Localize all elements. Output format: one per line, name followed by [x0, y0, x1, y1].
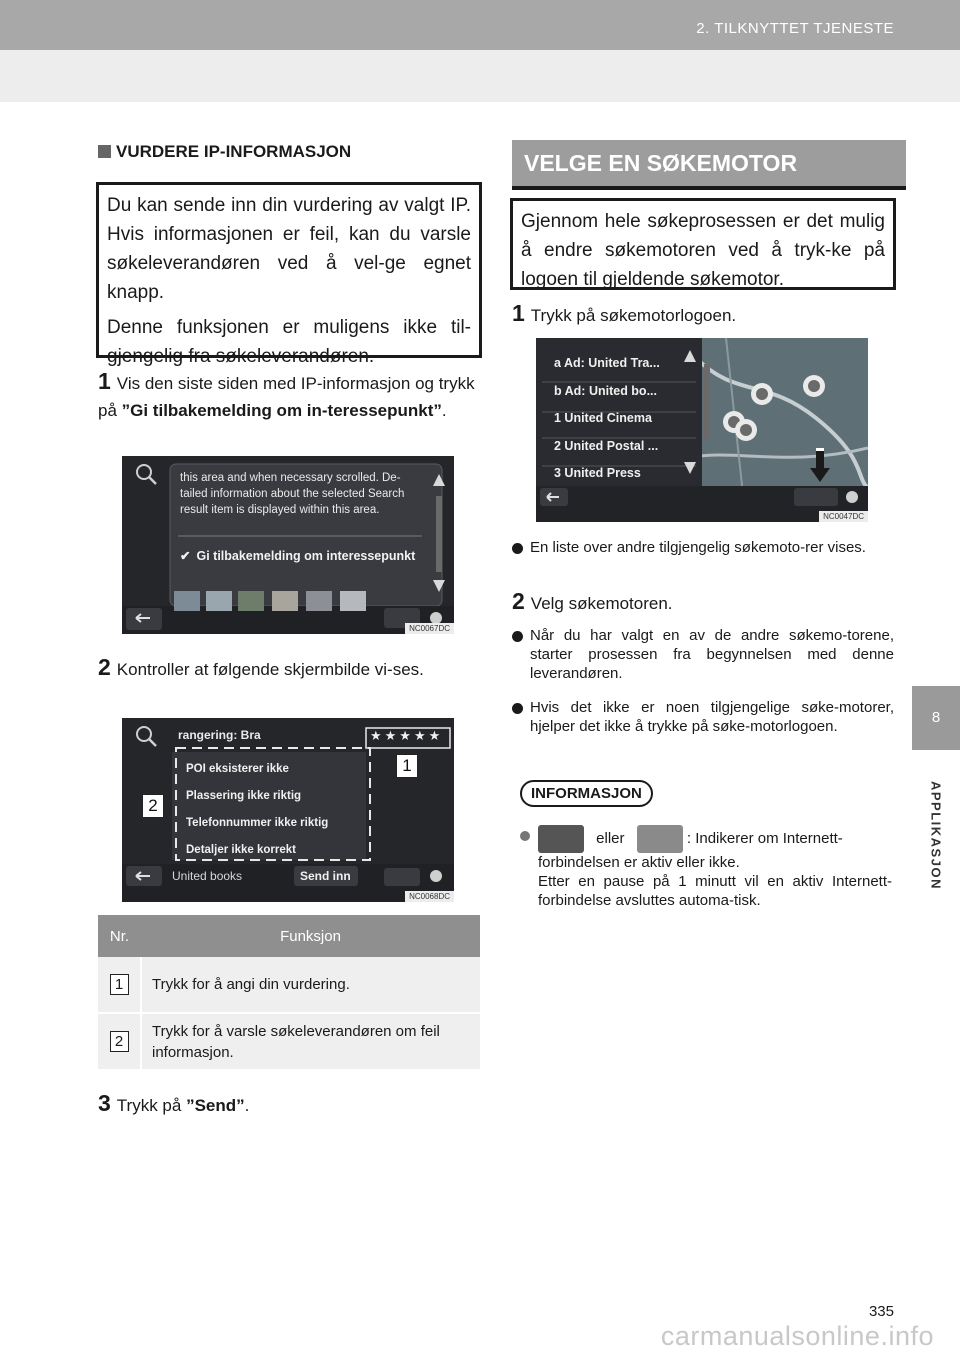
function-table	[98, 915, 480, 1071]
step-end: .	[244, 1096, 250, 1115]
step-1-left	[98, 368, 482, 424]
chapter-title: 2. TILKNYTTET TJENESTE	[696, 20, 894, 37]
table-cell-nr	[98, 957, 141, 1013]
info-bullet-icon	[520, 831, 530, 841]
table-cell-text: Trykk for å varsle søkeleverandøren om feil informasjon.	[141, 1013, 480, 1070]
search-engine-item[interactable]: 3 United Press	[554, 466, 641, 480]
bullet-text: Når du har valgt en av de andre søkemo-torene, starter prosessen fra begynnelsen med denne leverandøren.	[530, 627, 894, 682]
step-number: 1	[512, 300, 525, 326]
table-row	[98, 1013, 480, 1070]
internet-disconnected-icon	[637, 825, 683, 853]
table-header-funksjon: Funksjon	[141, 915, 480, 957]
bullet-dot-icon	[512, 543, 523, 554]
feedback-option[interactable]: Plassering ikke riktig	[186, 790, 302, 802]
search-engine-item[interactable]: 1 United Cinema	[554, 411, 652, 425]
info-text	[520, 825, 892, 910]
info-line-3: result item is displayed within this area.	[180, 504, 380, 516]
bullet-1	[512, 538, 894, 557]
step-text: Vis den siste siden med IP-informasjon og trykk på	[98, 374, 475, 420]
table-cell-text: Trykk for å angi din vurdering.	[141, 957, 480, 1013]
table-header-nr: Nr.	[98, 915, 141, 957]
info-line-2: tailed information about the selected Search	[180, 488, 405, 500]
step-number: 1	[98, 368, 111, 394]
internet-connected-icon	[538, 825, 584, 853]
chapter-label	[916, 760, 956, 910]
header-shade	[0, 50, 960, 102]
info-or: eller	[596, 829, 625, 847]
chapter-number-tab: 8	[912, 686, 960, 750]
chapter-label-text: APPLIKASJON	[928, 780, 944, 890]
callout-2: 2	[142, 794, 164, 818]
rating-title: rangering: Bra	[178, 728, 261, 742]
bullet-3	[512, 698, 894, 736]
step-text: Trykk på søkemotorlogoen.	[530, 306, 737, 325]
header-band	[0, 0, 960, 50]
feedback-button-label: Gi tilbakemelding om interessepunkt	[196, 549, 416, 563]
number-box: 1	[110, 974, 129, 995]
info-body	[538, 825, 892, 910]
search-engine-list	[554, 350, 660, 488]
intro-paragraph-2: Denne funksjonen er muligens ikke til-gjengelig fra søkeleverandøren.	[107, 317, 471, 367]
bullet-dot-icon	[512, 703, 523, 714]
bullet-2	[512, 626, 894, 683]
intro-paragraph: Gjennom hele søkeprosessen er det mulig å endre søkemotoren ved å tryk-ke på logoen til gjeldende søkemotor.	[521, 211, 885, 290]
step-end: .	[441, 401, 447, 420]
screenshot-rating	[122, 718, 454, 902]
page-number: 335	[868, 1303, 894, 1320]
section-heading-text: VURDERE IP-INFORMASJON	[116, 142, 352, 161]
info-line-1: this area and when necessary scrolled. De-	[180, 472, 401, 484]
step-text: Velg søkemotoren.	[530, 594, 673, 613]
step-number: 3	[98, 1090, 111, 1116]
info-text-2: Etter en pause på 1 minutt vil en aktiv Internett-forbindelse avsluttes automa-tisk.	[538, 873, 892, 909]
feedback-option[interactable]: Telefonnummer ikke riktig	[186, 817, 329, 829]
step-text: Kontroller at følgende skjermbilde vi-ses.	[116, 660, 424, 679]
step-3-left	[98, 1090, 482, 1119]
table-row	[98, 957, 480, 1013]
step-2-left	[98, 654, 482, 683]
step-1-right	[512, 300, 894, 329]
search-engine-item[interactable]: 2 United Postal ...	[554, 438, 659, 453]
screenshot-search-engine	[536, 338, 868, 522]
step-bold-text: ”Send”	[186, 1096, 245, 1115]
step-text: Trykk på	[116, 1096, 187, 1115]
screenshot-poi-info	[122, 456, 454, 634]
thumb-icon: ✔	[180, 549, 191, 563]
step-number: 2	[512, 588, 525, 614]
rating-stars[interactable]: ★★★★★	[370, 728, 444, 743]
feedback-button[interactable]	[180, 548, 415, 563]
info-text-1: : Indikerer om Internett-forbindelsen er aktiv eller ikke.	[538, 829, 843, 871]
table-cell-nr	[98, 1013, 141, 1070]
provider-name: United books	[172, 869, 243, 883]
bullet-text: Hvis det ikke er noen tilgjengelige søke-motorer, hjelper det ikke å trykke på søke-motorlogoen.	[530, 699, 894, 735]
watermark: carmanualsonline.info	[660, 1321, 934, 1351]
image-code: NC0047DC	[819, 511, 868, 522]
search-engine-item[interactable]: b Ad: United bo...	[554, 383, 657, 398]
image-code: NC0067DC	[405, 623, 454, 634]
section-heading-search-engine: VELGE EN SØKEMOTOR	[512, 140, 906, 190]
search-engine-item[interactable]: a Ad: United Tra...	[554, 356, 660, 370]
feedback-option[interactable]: Detaljer ikke korrekt	[186, 844, 296, 856]
bullet-dot-icon	[512, 631, 523, 642]
bullet-text: En liste over andre tilgjengelig søkemoto-rer vises.	[530, 539, 866, 556]
step-bold-text: ”Gi tilbakemelding om in-teressepunkt”	[121, 401, 442, 420]
feedback-option[interactable]: POI eksisterer ikke	[186, 763, 289, 775]
image-code: NC0068DC	[405, 891, 454, 902]
intro-box-left	[96, 182, 482, 367]
number-box: 2	[110, 1031, 129, 1052]
table-header-row	[98, 915, 480, 957]
square-bullet-icon	[98, 145, 111, 158]
callout-1: 1	[396, 754, 418, 778]
feedback-options	[186, 756, 328, 864]
step-2-right	[512, 588, 894, 617]
section-heading-rate-ip	[98, 142, 351, 162]
step-number: 2	[98, 654, 111, 680]
send-button[interactable]: Send inn	[300, 869, 351, 883]
intro-box-right	[510, 198, 896, 290]
screenshot-info-text	[180, 470, 430, 518]
intro-paragraph-1: Du kan sende inn din vurdering av valgt IP. Hvis informasjonen er feil, kan du varsle søkeleverandøren ved å vel-ge egnet knapp.	[107, 195, 471, 303]
info-label: INFORMASJON	[520, 780, 653, 807]
